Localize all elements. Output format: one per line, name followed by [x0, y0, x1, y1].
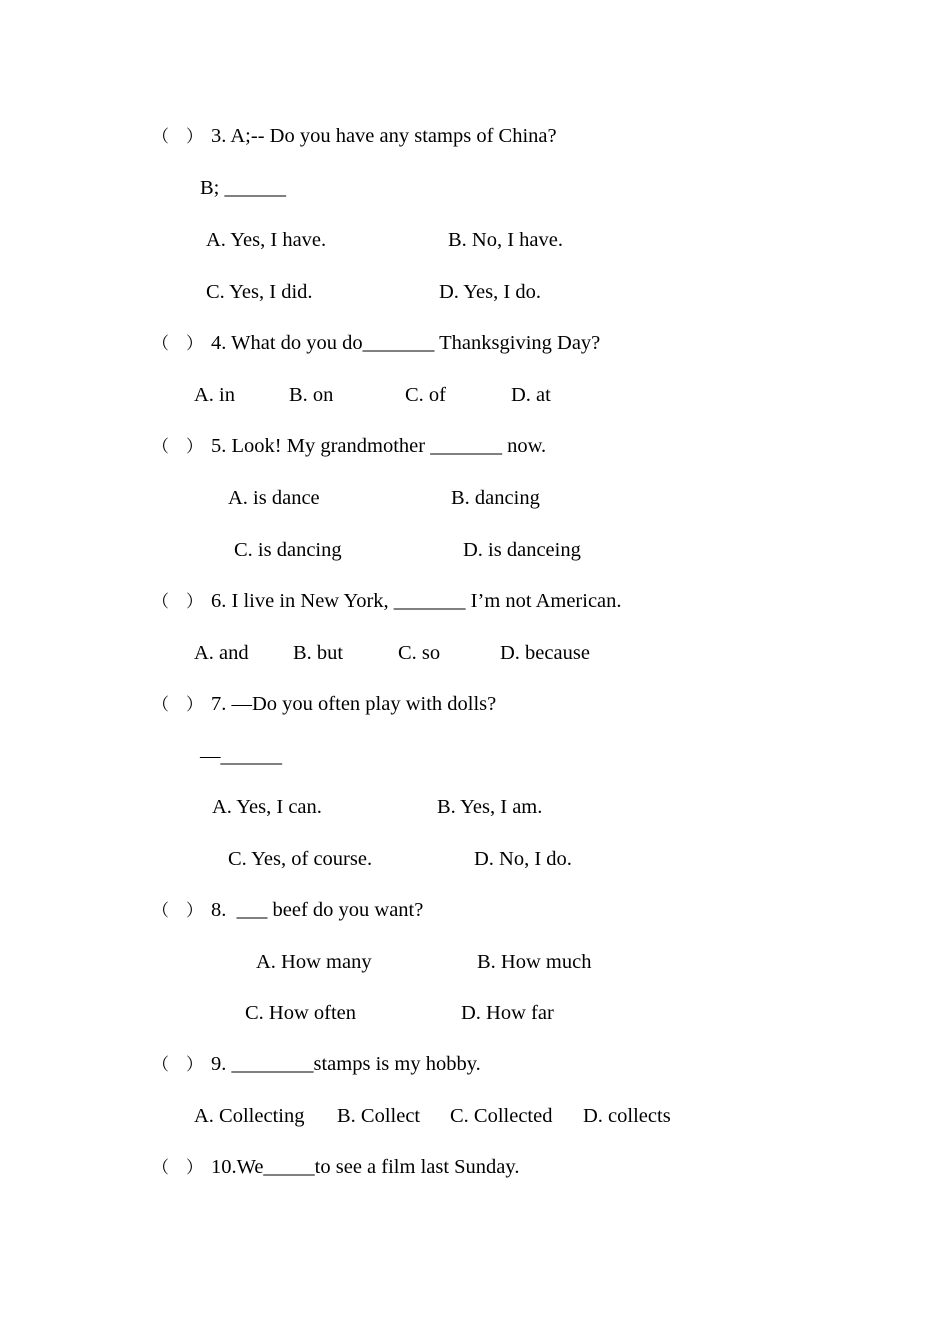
- answer-paren-open: （: [152, 437, 169, 456]
- question-4-option-a: A. in: [194, 384, 235, 406]
- answer-paren-open: （: [152, 334, 169, 353]
- question-5-option-b: B. dancing: [451, 487, 540, 509]
- question-8-stem: 8. ___ beef do you want?: [211, 899, 424, 921]
- question-7-option-c: C. Yes, of course.: [228, 848, 373, 870]
- question-8-option-a: A. How many: [256, 951, 372, 973]
- answer-paren-close: ）: [186, 1158, 203, 1177]
- question-5-option-a: A. is dance: [228, 487, 320, 509]
- question-6-option-b: B. but: [293, 642, 344, 664]
- question-3-option-d: D. Yes, I do.: [439, 281, 541, 303]
- question-5-option-d: D. is danceing: [463, 539, 581, 561]
- question-6-option-a: A. and: [194, 642, 249, 664]
- question-3-option-a: A. Yes, I have.: [206, 229, 327, 251]
- answer-paren-open: （: [152, 695, 169, 714]
- question-6-stem: 6. I live in New York, _______ I’m not American.: [211, 590, 622, 612]
- question-9-option-d: D. collects: [583, 1105, 671, 1127]
- question-9-option-c: C. Collected: [450, 1105, 553, 1127]
- question-8-option-b: B. How much: [477, 951, 592, 973]
- question-4-stem: 4. What do you do_______ Thanksgiving Day?: [211, 332, 601, 354]
- question-6-option-d: D. because: [500, 642, 590, 664]
- question-8-option-c: C. How often: [245, 1002, 357, 1024]
- question-4-option-c: C. of: [405, 384, 446, 406]
- question-9-option-b: B. Collect: [337, 1105, 421, 1127]
- question-4-option-b: B. on: [289, 384, 334, 406]
- answer-paren-close: ）: [186, 1055, 203, 1074]
- answer-paren-close: ）: [186, 592, 203, 611]
- answer-paren-close: ）: [186, 127, 203, 146]
- question-3-option-c: C. Yes, I did.: [206, 281, 313, 303]
- question-4-option-d: D. at: [511, 384, 551, 406]
- question-7-option-b: B. Yes, I am.: [437, 796, 543, 818]
- question-7-option-d: D. No, I do.: [474, 848, 572, 870]
- question-5-option-c: C. is dancing: [234, 539, 342, 561]
- answer-paren-close: ）: [186, 334, 203, 353]
- question-7-reply: —______: [200, 745, 282, 767]
- answer-paren-open: （: [152, 901, 169, 920]
- answer-paren-open: （: [152, 592, 169, 611]
- answer-paren-open: （: [152, 1055, 169, 1074]
- answer-paren-close: ）: [186, 437, 203, 456]
- answer-paren-close: ）: [186, 901, 203, 920]
- answer-paren-open: （: [152, 1158, 169, 1177]
- question-9-option-a: A. Collecting: [194, 1105, 305, 1127]
- question-3-option-b: B. No, I have.: [448, 229, 564, 251]
- answer-paren-open: （: [152, 127, 169, 146]
- question-3-stem: 3. A;-- Do you have any stamps of China?: [211, 125, 557, 147]
- question-7-stem: 7. —Do you often play with dolls?: [211, 693, 497, 715]
- question-3-reply: B; ______: [200, 177, 286, 199]
- question-5-stem: 5. Look! My grandmother _______ now.: [211, 435, 547, 457]
- question-8-option-d: D. How far: [461, 1002, 554, 1024]
- question-10-stem: 10.We_____to see a film last Sunday.: [211, 1156, 520, 1178]
- question-6-option-c: C. so: [398, 642, 441, 664]
- question-9-stem: 9. ________stamps is my hobby.: [211, 1053, 481, 1075]
- question-7-option-a: A. Yes, I can.: [212, 796, 322, 818]
- answer-paren-close: ）: [186, 695, 203, 714]
